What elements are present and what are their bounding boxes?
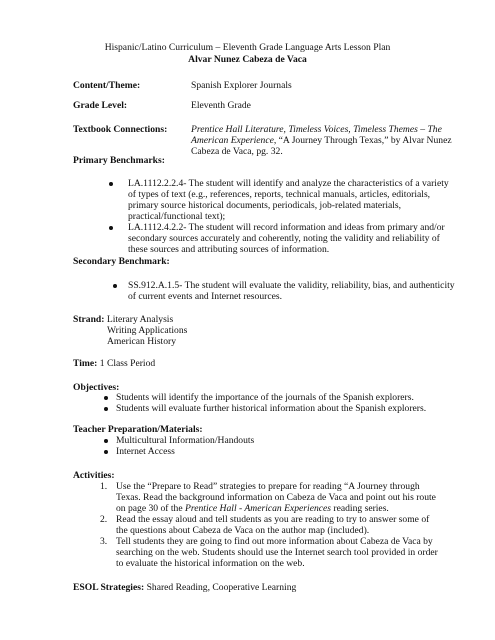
textbook-line: Cabeza de Vaca, pg. 32. xyxy=(191,146,283,157)
bullet-icon xyxy=(109,182,113,186)
primary-benchmarks-label: Primary Benchmarks: xyxy=(73,155,165,166)
activity-number: 3. xyxy=(100,536,108,547)
strand-row: Strand: Literary Analysis xyxy=(73,314,174,325)
textbook-line: Prentice Hall Literature, Timeless Voices, Timeless Themes – The xyxy=(191,124,442,135)
activity-line: on page 30 of the Prentice Hall - American Experiences reading series. xyxy=(116,503,389,514)
bullet-icon xyxy=(104,396,108,400)
activity-number: 2. xyxy=(100,514,108,525)
benchmark-line: primary source historical documents, periodicals, job-related materials, xyxy=(128,200,402,211)
bullet-icon xyxy=(104,439,108,443)
activity-line: Texas. Read the background information on Cabeza de Vaca and point out his route xyxy=(116,492,436,503)
document-title: Hispanic/Latino Curriculum – Eleventh Grade Language Arts Lesson Plan xyxy=(104,42,391,53)
benchmark-line: SS.912.A.1.5- The student will evaluate the validity, reliability, bias, and authenticity xyxy=(128,280,455,291)
document-subtitle: Alvar Nunez Cabeza de Vaca xyxy=(188,54,307,65)
benchmark-line: these sources and attributing sources of information. xyxy=(128,244,330,255)
secondary-benchmark-label: Secondary Benchmark: xyxy=(73,256,170,267)
bullet-icon xyxy=(104,407,108,411)
bullet-icon xyxy=(113,284,117,288)
material-item: Internet Access xyxy=(116,446,175,457)
esol-row: ESOL Strategies: Shared Reading, Cooperative Learning xyxy=(73,582,297,593)
activity-line: to evaluate the historical information on the web. xyxy=(116,558,305,569)
activity-line: Read the essay aloud and tell students as you are reading to try to answer some of xyxy=(116,514,430,525)
textbook-line: American Experience, “A Journey Through Texas,” by Alvar Nunez xyxy=(191,135,452,146)
activity-line: Tell students they are going to find out more information about Cabeza de Vaca by xyxy=(116,536,433,547)
strand-value: American History xyxy=(107,336,177,347)
strand-value: Writing Applications xyxy=(107,325,188,336)
objectives-label: Objectives: xyxy=(73,382,120,393)
time-row: Time: 1 Class Period xyxy=(73,358,156,369)
activity-number: 1. xyxy=(100,481,108,492)
activity-line: Use the “Prepare to Read” strategies to prepare for reading “A Journey through xyxy=(116,481,420,492)
activity-line: searching on the web. Students should use the Internet search tool provided in order xyxy=(116,547,438,558)
benchmark-line: practical/functional text); xyxy=(128,211,226,222)
benchmark-line: of types of text (e.g., references, reports, technical manuals, articles, editorials, xyxy=(128,189,431,200)
benchmark-line: of current events and Internet resources. xyxy=(128,291,282,302)
content-theme-value: Spanish Explorer Journals xyxy=(191,80,292,91)
benchmark-line: secondary sources accurately and coherently, noting the validity and reliability of xyxy=(128,233,440,244)
bullet-icon xyxy=(109,226,113,230)
benchmark-line: LA.1112.4.2.2- The student will record information and ideas from primary and/or xyxy=(128,222,445,233)
objective-item: Students will evaluate further historical information about the Spanish explorers. xyxy=(116,403,427,414)
textbook-connections-label: Textbook Connections: xyxy=(73,124,168,135)
teacher-prep-label: Teacher Preparation/Materials: xyxy=(73,424,203,435)
grade-level-label: Grade Level: xyxy=(73,100,128,111)
content-theme-label: Content/Theme: xyxy=(73,80,141,91)
benchmark-line: LA.1112.2.2.4- The student will identify and analyze the characteristics of a variety xyxy=(128,178,449,189)
grade-level-value: Eleventh Grade xyxy=(191,100,251,111)
bullet-icon xyxy=(104,450,108,454)
activity-line: the questions about Cabeza de Vaca on the author map (included). xyxy=(116,525,370,536)
objective-item: Students will identify the importance of the journals of the Spanish explorers. xyxy=(116,392,414,403)
activities-label: Activities: xyxy=(73,470,115,481)
material-item: Multicultural Information/Handouts xyxy=(116,435,255,446)
